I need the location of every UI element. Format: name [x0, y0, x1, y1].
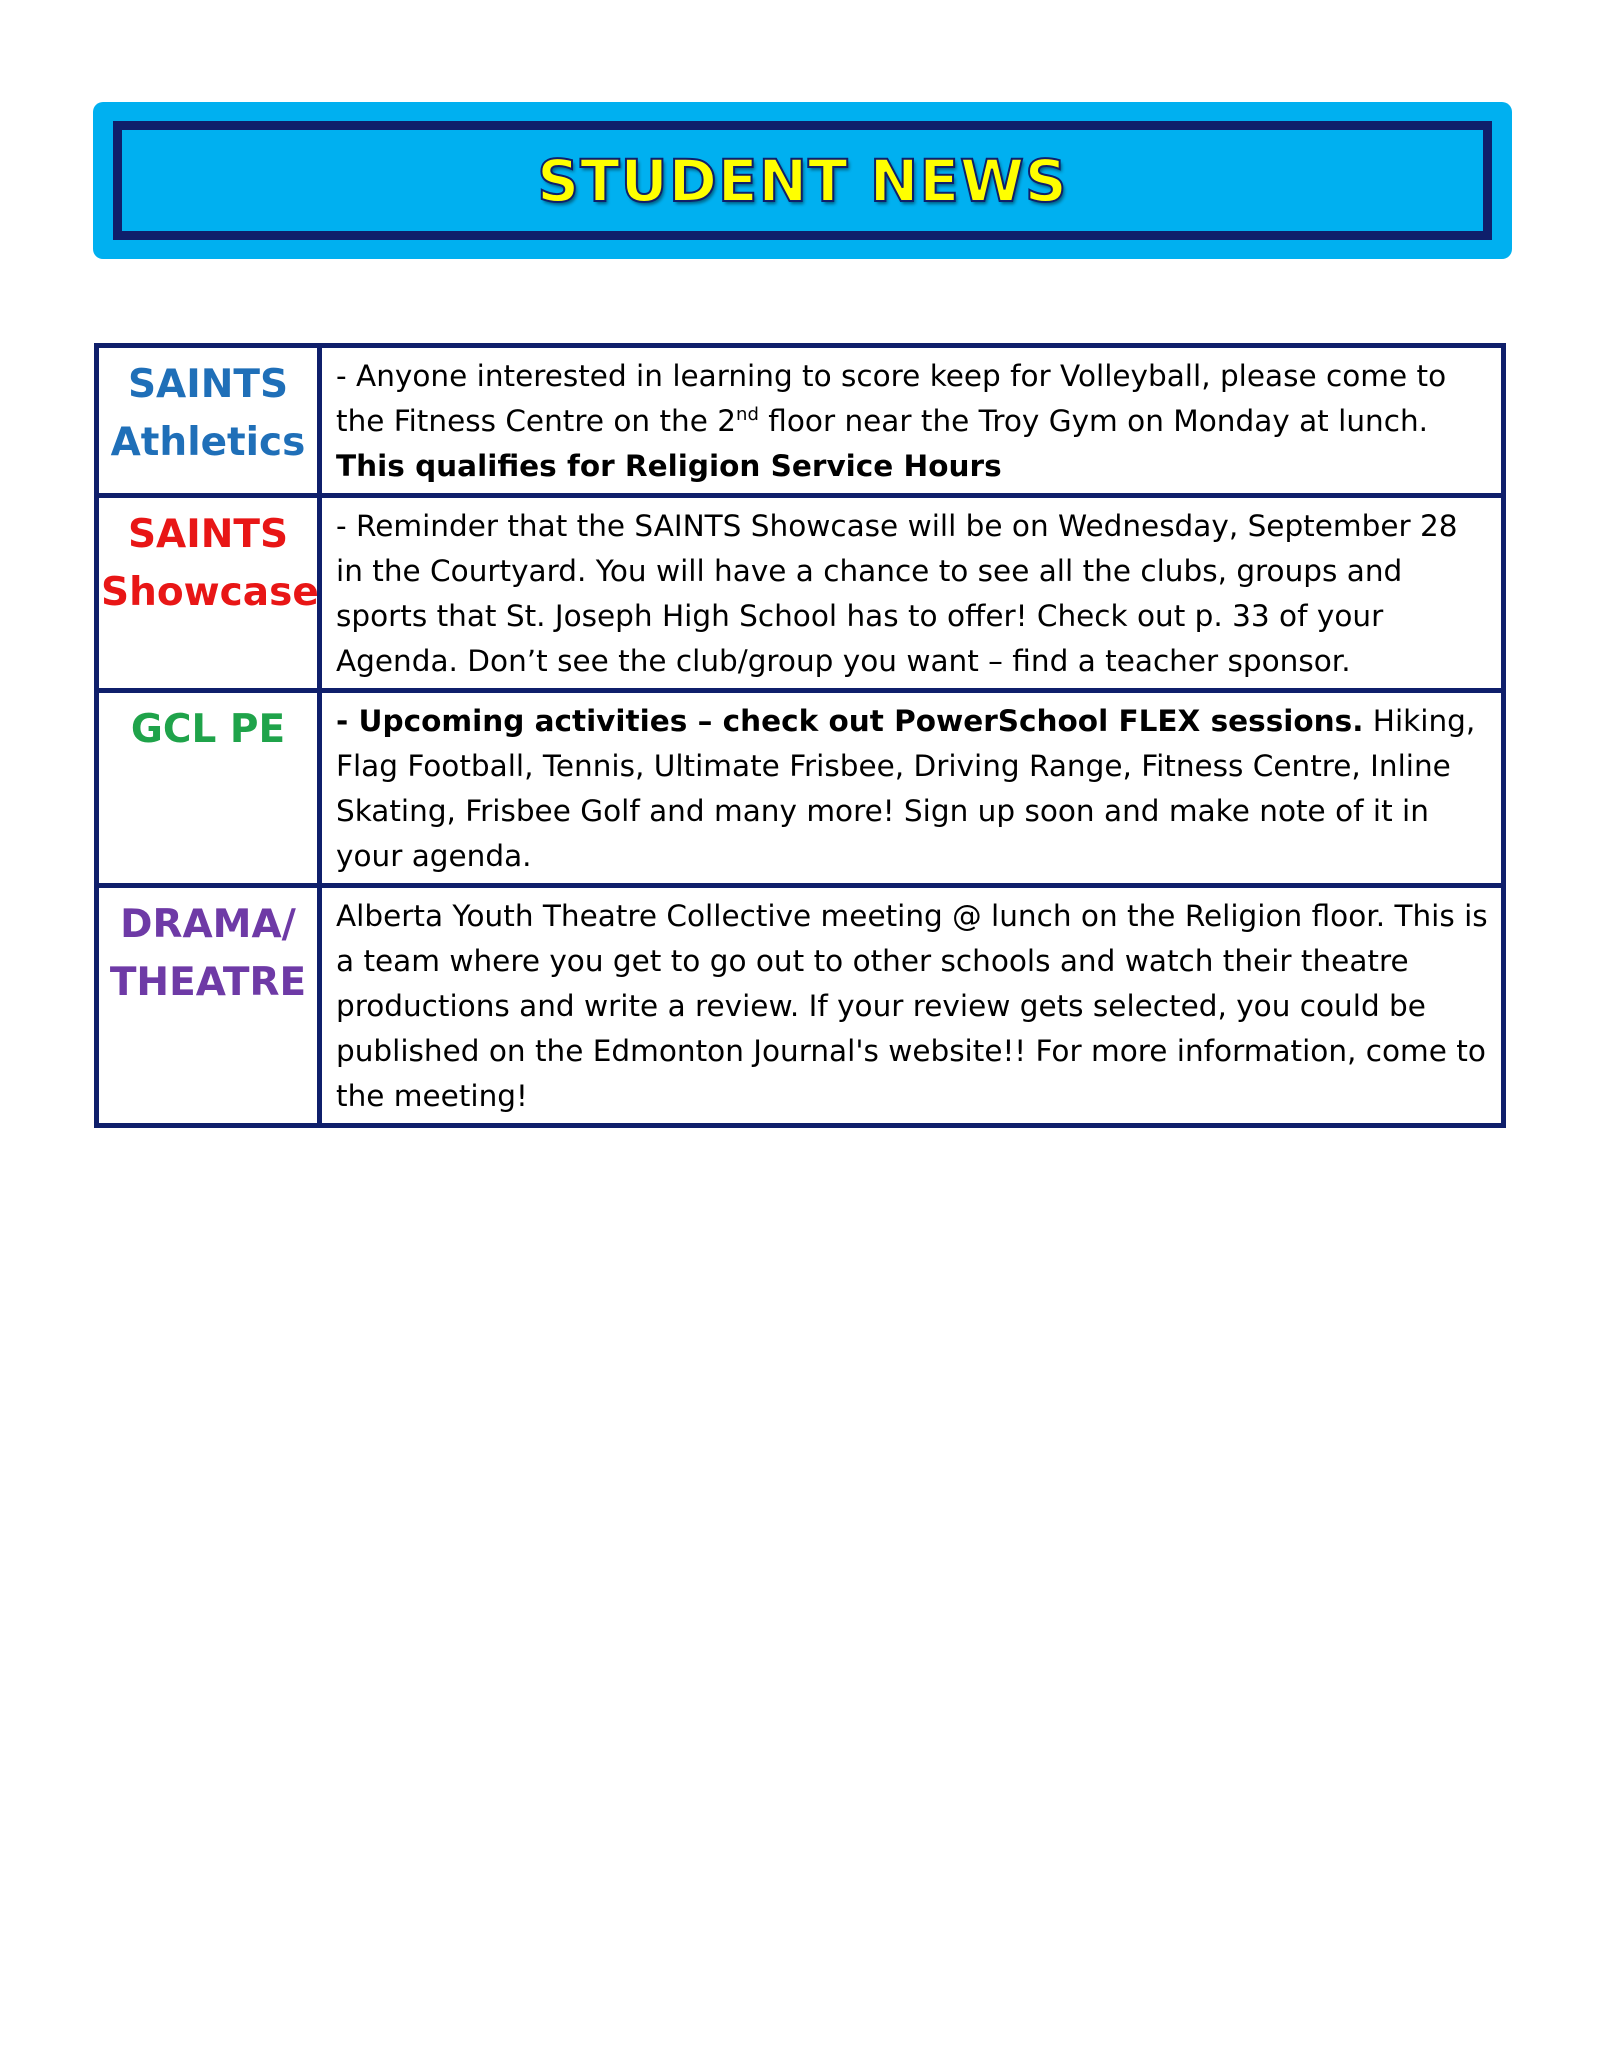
- news-text: - Reminder that the SAINTS Showcase will be on Wednesday, September 28 in the Courtyard. You will have a chance to see all the clubs, groups and sports that St. Joseph High School has to offer! Check out p. 33 of your Agenda. Don’t see the club/group you want – find a teacher sponsor.: [336, 509, 1458, 678]
- category-label: [97, 886, 320, 1126]
- news-text: Alberta Youth Theatre Collective meeting @ lunch on the Religion floor. This is a team where you get to go out to other schools and watch their theatre productions and write a review. If your review gets selected, you could be published on the Edmonton Journal's website!! For more information, come to the meeting!: [336, 899, 1488, 1113]
- category-label-line: SAINTS: [127, 362, 289, 407]
- table-row: [97, 886, 1504, 1126]
- news-item-text: [320, 496, 1504, 691]
- category-label-line: Athletics: [110, 420, 306, 465]
- news-text: - Anyone interested in learning to score keep for Volleyball, please come to the Fitness Centre on the 2: [336, 359, 1447, 438]
- category-label-line: SAINTS: [127, 512, 289, 557]
- table-row: [97, 691, 1504, 886]
- banner-frame: [113, 121, 1492, 240]
- category-label-line: THEATRE: [109, 960, 307, 1005]
- news-text-bold: This qualifies for Religion Service Hours: [336, 449, 1002, 483]
- news-item-text: [320, 886, 1504, 1126]
- news-item-text: [320, 691, 1504, 886]
- table-row: [97, 496, 1504, 691]
- news-item-text: [320, 346, 1504, 496]
- news-text: floor near the Troy Gym on Monday at lunch.: [758, 404, 1429, 438]
- category-label-line: DRAMA/: [120, 902, 296, 947]
- page-title: STUDENT NEWS: [537, 146, 1068, 215]
- category-label: [97, 496, 320, 691]
- news-text: Hiking, Flag Football, Tennis, Ultimate Frisbee, Driving Range, Fitness Centre, Inline Skating, Frisbee Golf and many more! Sign up soon and make note of it in your agenda.: [336, 704, 1476, 873]
- category-label: [97, 691, 320, 886]
- table-row: [97, 346, 1504, 496]
- news-table: [94, 343, 1506, 1128]
- ordinal-suffix: nd: [736, 404, 759, 426]
- news-text-bold: - Upcoming activities – check out PowerSchool FLEX sessions.: [336, 704, 1364, 738]
- student-news-banner: [93, 102, 1512, 259]
- category-label-line: GCL PE: [130, 707, 286, 752]
- category-label: [97, 346, 320, 496]
- category-label-line: Showcase: [101, 570, 319, 615]
